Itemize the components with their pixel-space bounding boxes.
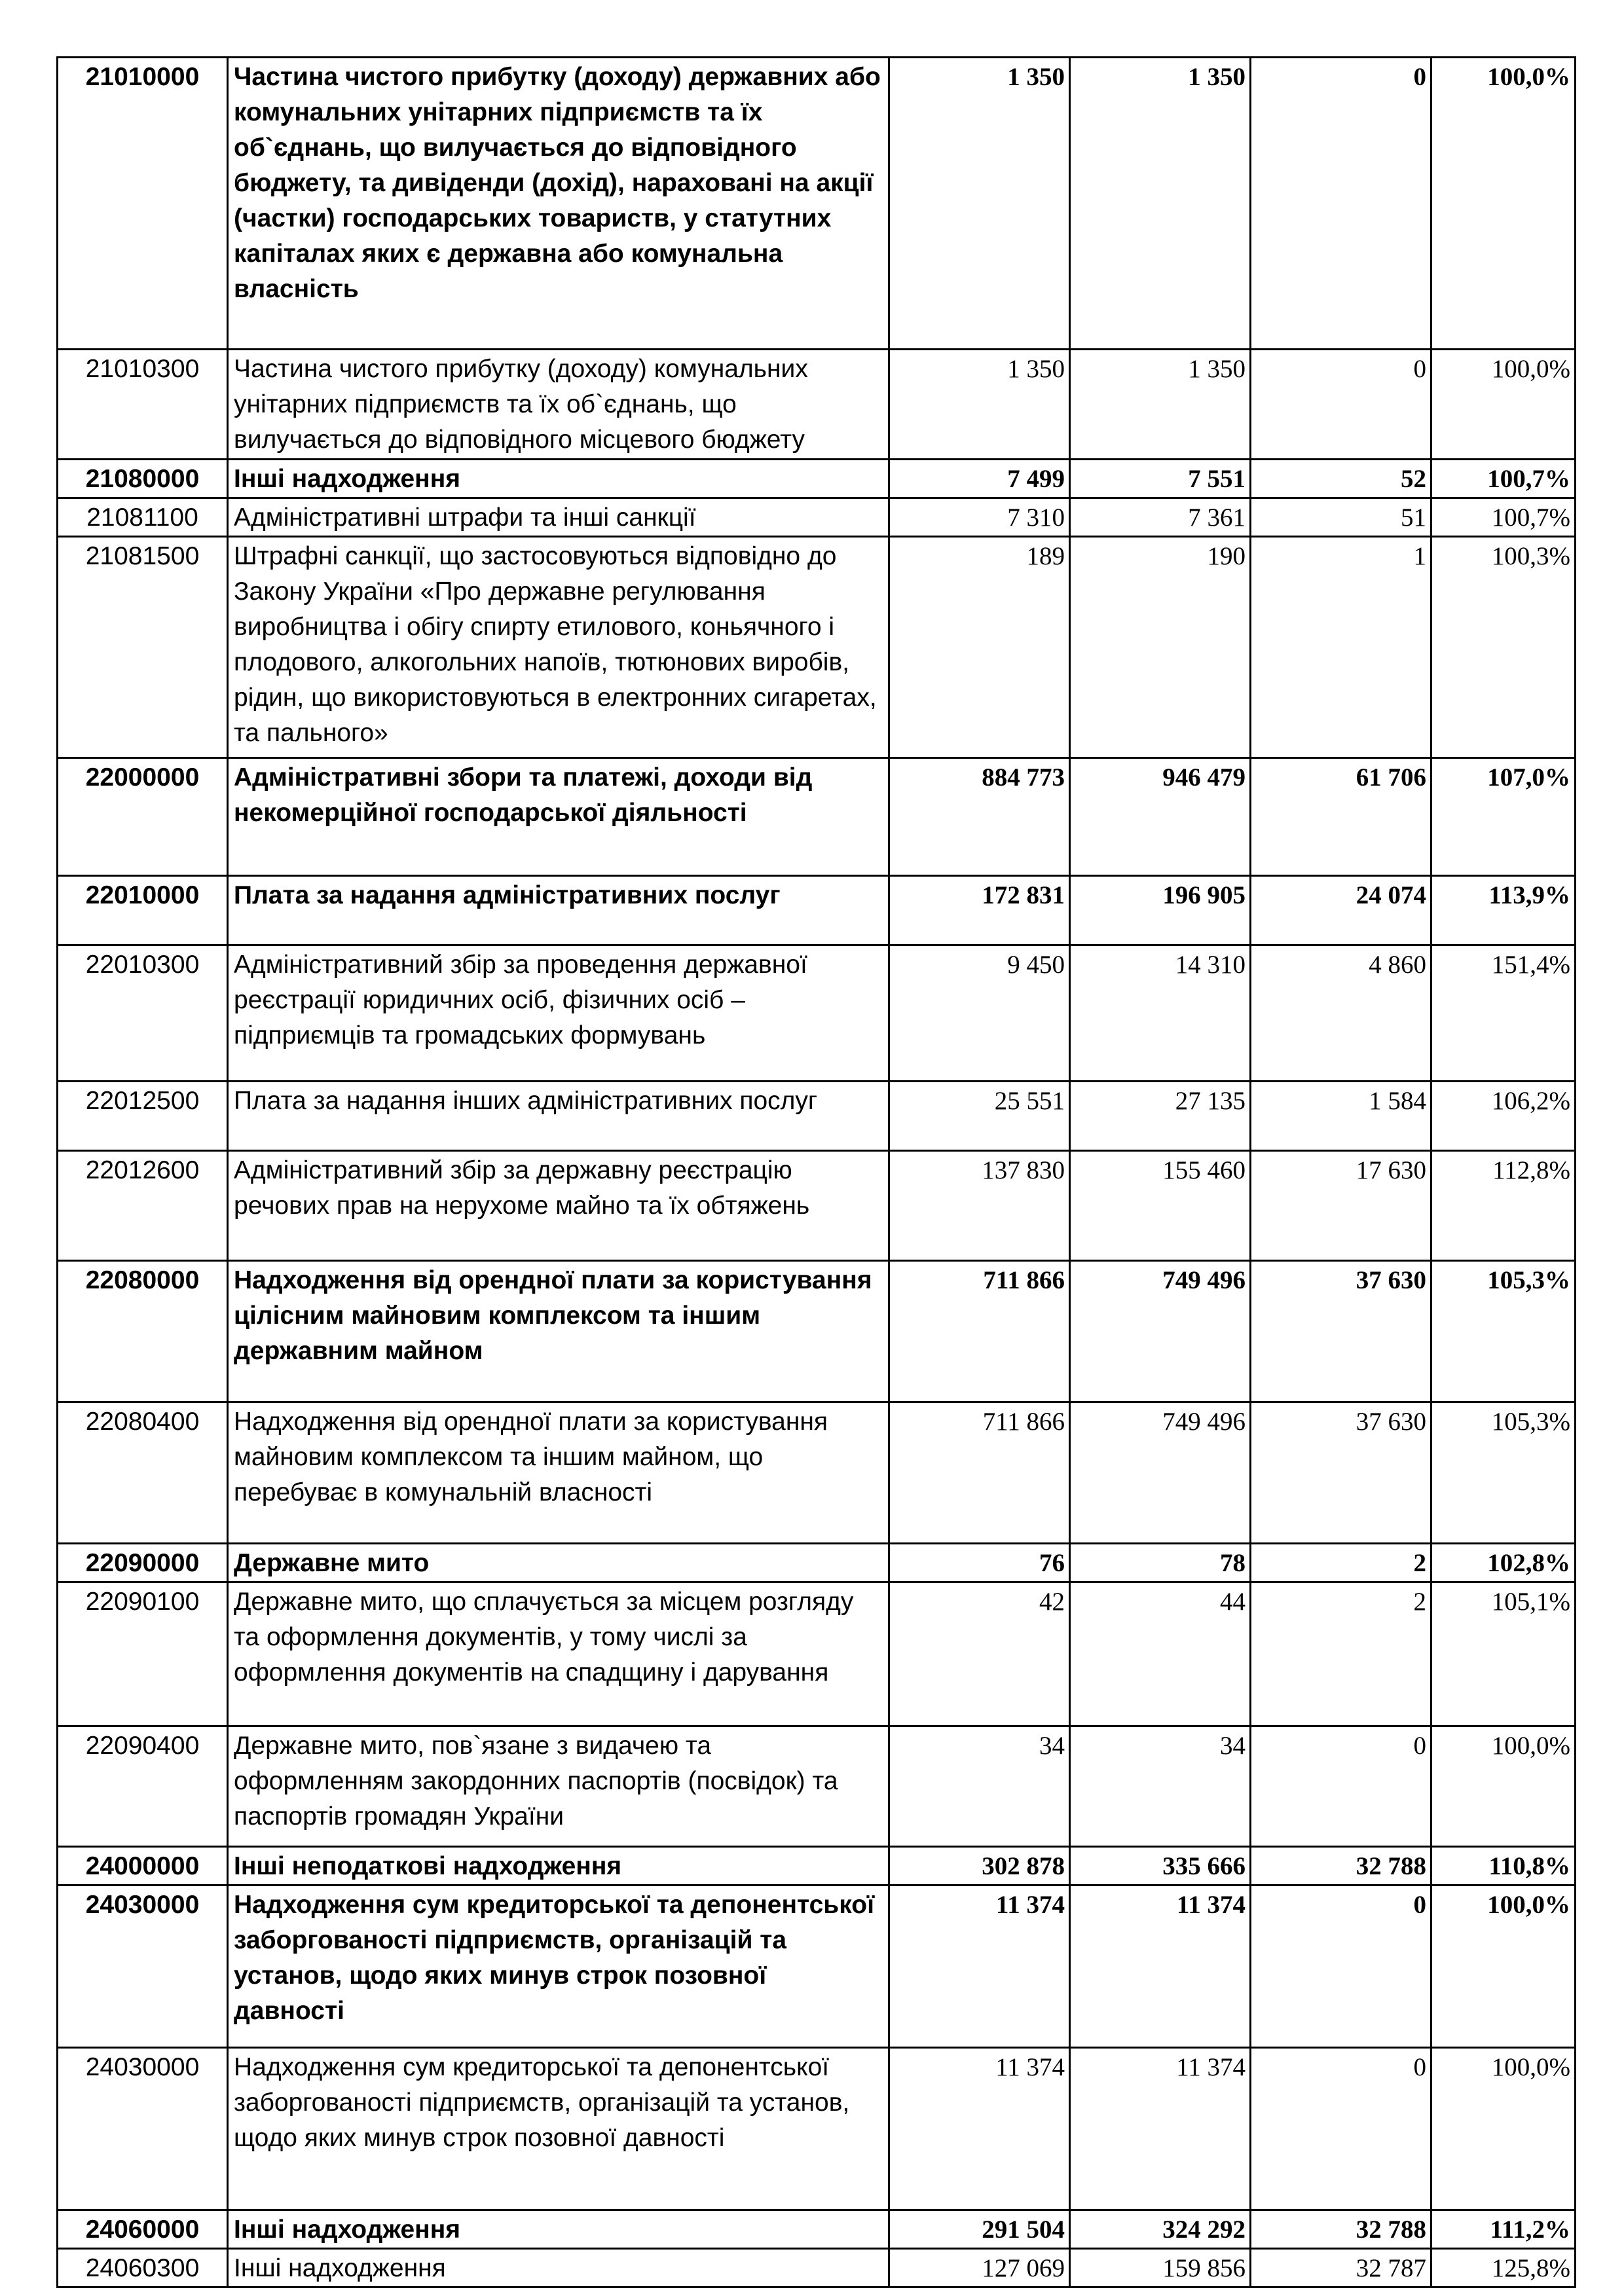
plan-value: 7 499 xyxy=(889,460,1070,498)
percent-value: 125,8% xyxy=(1431,2249,1576,2287)
table-row xyxy=(58,537,1576,758)
plan-value: 189 xyxy=(889,537,1070,758)
percent-value: 106,2% xyxy=(1431,1082,1576,1151)
deviation-value: 0 xyxy=(1251,58,1431,350)
item-name: Адміністративні збори та платежі, доходи від некомерційної господарської діяльності xyxy=(228,758,889,876)
budget-code: 22012600 xyxy=(58,1151,228,1261)
table-row xyxy=(58,350,1576,460)
deviation-value: 24 074 xyxy=(1251,876,1431,945)
actual-value: 7 551 xyxy=(1070,460,1251,498)
plan-value: 1 350 xyxy=(889,58,1070,350)
table-row xyxy=(58,2048,1576,2210)
item-name: Надходження сум кредиторської та депонентської заборгованості підприємств, організацій та установ, щодо яких минув строк позовної давності xyxy=(228,2048,889,2210)
actual-value: 11 374 xyxy=(1070,1886,1251,2048)
table-row xyxy=(58,876,1576,945)
budget-code: 22010000 xyxy=(58,876,228,945)
plan-value: 291 504 xyxy=(889,2210,1070,2249)
item-name: Державне мито, пов`язане з видачею та оформленням закордонних паспортів (посвідок) та паспортів громадян України xyxy=(228,1726,889,1847)
actual-value: 1 350 xyxy=(1070,58,1251,350)
table-row xyxy=(58,1082,1576,1151)
plan-value: 76 xyxy=(889,1544,1070,1582)
deviation-value: 51 xyxy=(1251,498,1431,537)
revenue-table xyxy=(56,56,1576,2288)
deviation-value: 0 xyxy=(1251,350,1431,460)
deviation-value: 61 706 xyxy=(1251,758,1431,876)
plan-value: 711 866 xyxy=(889,1261,1070,1402)
actual-value: 196 905 xyxy=(1070,876,1251,945)
percent-value: 112,8% xyxy=(1431,1151,1576,1261)
deviation-value: 0 xyxy=(1251,1886,1431,2048)
percent-value: 100,0% xyxy=(1431,1886,1576,2048)
actual-value: 749 496 xyxy=(1070,1261,1251,1402)
percent-value: 113,9% xyxy=(1431,876,1576,945)
actual-value: 7 361 xyxy=(1070,498,1251,537)
budget-code: 22000000 xyxy=(58,758,228,876)
budget-code: 22090000 xyxy=(58,1544,228,1582)
actual-value: 324 292 xyxy=(1070,2210,1251,2249)
percent-value: 100,0% xyxy=(1431,2048,1576,2210)
deviation-value: 0 xyxy=(1251,2048,1431,2210)
actual-value: 34 xyxy=(1070,1726,1251,1847)
deviation-value: 1 584 xyxy=(1251,1082,1431,1151)
budget-code: 22080000 xyxy=(58,1261,228,1402)
percent-value: 100,0% xyxy=(1431,58,1576,350)
table-row xyxy=(58,1402,1576,1544)
percent-value: 107,0% xyxy=(1431,758,1576,876)
actual-value: 155 460 xyxy=(1070,1151,1251,1261)
table-row xyxy=(58,1726,1576,1847)
table-row xyxy=(58,460,1576,498)
deviation-value: 0 xyxy=(1251,1726,1431,1847)
percent-value: 111,2% xyxy=(1431,2210,1576,2249)
table-row xyxy=(58,945,1576,1082)
item-name: Адміністративні штрафи та інші санкції xyxy=(228,498,889,537)
table-row xyxy=(58,1261,1576,1402)
plan-value: 1 350 xyxy=(889,350,1070,460)
deviation-value: 37 630 xyxy=(1251,1402,1431,1544)
percent-value: 110,8% xyxy=(1431,1847,1576,1886)
item-name: Плата за надання адміністративних послуг xyxy=(228,876,889,945)
deviation-value: 32 788 xyxy=(1251,1847,1431,1886)
plan-value: 302 878 xyxy=(889,1847,1070,1886)
actual-value: 78 xyxy=(1070,1544,1251,1582)
percent-value: 100,7% xyxy=(1431,498,1576,537)
item-name: Адміністративний збір за державну реєстрацію речових прав на нерухоме майно та їх обтяжень xyxy=(228,1151,889,1261)
plan-value: 11 374 xyxy=(889,1886,1070,2048)
actual-value: 14 310 xyxy=(1070,945,1251,1082)
table-row xyxy=(58,1151,1576,1261)
budget-code: 21081100 xyxy=(58,498,228,537)
actual-value: 749 496 xyxy=(1070,1402,1251,1544)
budget-code: 24060000 xyxy=(58,2210,228,2249)
budget-code: 24030000 xyxy=(58,2048,228,2210)
deviation-value: 32 787 xyxy=(1251,2249,1431,2287)
percent-value: 100,7% xyxy=(1431,460,1576,498)
percent-value: 105,3% xyxy=(1431,1261,1576,1402)
table-row xyxy=(58,1544,1576,1582)
deviation-value: 2 xyxy=(1251,1582,1431,1726)
deviation-value: 4 860 xyxy=(1251,945,1431,1082)
item-name: Надходження від орендної плати за користування цілісним майновим комплексом та іншим державним майном xyxy=(228,1261,889,1402)
percent-value: 100,3% xyxy=(1431,537,1576,758)
item-name: Інші надходження xyxy=(228,460,889,498)
plan-value: 34 xyxy=(889,1726,1070,1847)
table-row xyxy=(58,58,1576,350)
plan-value: 711 866 xyxy=(889,1402,1070,1544)
deviation-value: 17 630 xyxy=(1251,1151,1431,1261)
item-name: Інші надходження xyxy=(228,2210,889,2249)
actual-value: 946 479 xyxy=(1070,758,1251,876)
budget-code: 24000000 xyxy=(58,1847,228,1886)
percent-value: 100,0% xyxy=(1431,1726,1576,1847)
actual-value: 159 856 xyxy=(1070,2249,1251,2287)
table-row xyxy=(58,2249,1576,2287)
item-name: Інші надходження xyxy=(228,2249,889,2287)
deviation-value: 2 xyxy=(1251,1544,1431,1582)
deviation-value: 1 xyxy=(1251,537,1431,758)
deviation-value: 32 788 xyxy=(1251,2210,1431,2249)
percent-value: 105,3% xyxy=(1431,1402,1576,1544)
plan-value: 7 310 xyxy=(889,498,1070,537)
budget-code: 21080000 xyxy=(58,460,228,498)
item-name: Надходження від орендної плати за користування майновим комплексом та іншим майном, що перебуває в комунальній власності xyxy=(228,1402,889,1544)
item-name: Адміністративний збір за проведення державної реєстрації юридичних осіб, фізичних осіб – підприємців та громадських формувань xyxy=(228,945,889,1082)
actual-value: 44 xyxy=(1070,1582,1251,1726)
deviation-value: 52 xyxy=(1251,460,1431,498)
item-name: Плата за надання інших адміністративних послуг xyxy=(228,1082,889,1151)
budget-code: 21010000 xyxy=(58,58,228,350)
actual-value: 1 350 xyxy=(1070,350,1251,460)
plan-value: 137 830 xyxy=(889,1151,1070,1261)
plan-value: 11 374 xyxy=(889,2048,1070,2210)
table-row xyxy=(58,758,1576,876)
plan-value: 25 551 xyxy=(889,1082,1070,1151)
table-row xyxy=(58,498,1576,537)
budget-code: 22010300 xyxy=(58,945,228,1082)
table-row xyxy=(58,1582,1576,1726)
actual-value: 190 xyxy=(1070,537,1251,758)
plan-value: 172 831 xyxy=(889,876,1070,945)
table-row xyxy=(58,1847,1576,1886)
item-name: Надходження сум кредиторської та депонентської заборгованості підприємств, організацій та установ, щодо яких минув строк позовної давності xyxy=(228,1886,889,2048)
item-name: Інші неподаткові надходження xyxy=(228,1847,889,1886)
plan-value: 127 069 xyxy=(889,2249,1070,2287)
item-name: Частина чистого прибутку (доходу) комунальних унітарних підприємств та їх об`єднань, що вилучається до відповідного місцевого бюджету xyxy=(228,350,889,460)
budget-code: 22012500 xyxy=(58,1082,228,1151)
budget-code: 22090400 xyxy=(58,1726,228,1847)
table-row xyxy=(58,2210,1576,2249)
budget-code: 24060300 xyxy=(58,2249,228,2287)
percent-value: 105,1% xyxy=(1431,1582,1576,1726)
deviation-value: 37 630 xyxy=(1251,1261,1431,1402)
actual-value: 27 135 xyxy=(1070,1082,1251,1151)
budget-code: 24030000 xyxy=(58,1886,228,2048)
plan-value: 9 450 xyxy=(889,945,1070,1082)
actual-value: 335 666 xyxy=(1070,1847,1251,1886)
percent-value: 102,8% xyxy=(1431,1544,1576,1582)
budget-code: 22080400 xyxy=(58,1402,228,1544)
budget-code: 21081500 xyxy=(58,537,228,758)
item-name: Штрафні санкції, що застосовуються відповідно до Закону України «Про державне регулювання виробництва і обігу спирту етилового, коньячного і плодового, алкогольних напоїв, тютюнових виробів, рідин, що використовуються в електронних сигаретах, та пального» xyxy=(228,537,889,758)
budget-code: 21010300 xyxy=(58,350,228,460)
item-name: Частина чистого прибутку (доходу) державних або комунальних унітарних підприємств та їх об`єднань, що вилучається до відповідного бюджету, та дивіденди (дохід), нараховані на акції (частки) господарських товариств, у статутних капіталах яких є державна або комунальна власність xyxy=(228,58,889,350)
table-row xyxy=(58,1886,1576,2048)
percent-value: 100,0% xyxy=(1431,350,1576,460)
item-name: Державне мито, що сплачується за місцем розгляду та оформлення документів, у тому числі за оформлення документів на спадщину і дарування xyxy=(228,1582,889,1726)
percent-value: 151,4% xyxy=(1431,945,1576,1082)
item-name: Державне мито xyxy=(228,1544,889,1582)
plan-value: 884 773 xyxy=(889,758,1070,876)
budget-code: 22090100 xyxy=(58,1582,228,1726)
actual-value: 11 374 xyxy=(1070,2048,1251,2210)
plan-value: 42 xyxy=(889,1582,1070,1726)
